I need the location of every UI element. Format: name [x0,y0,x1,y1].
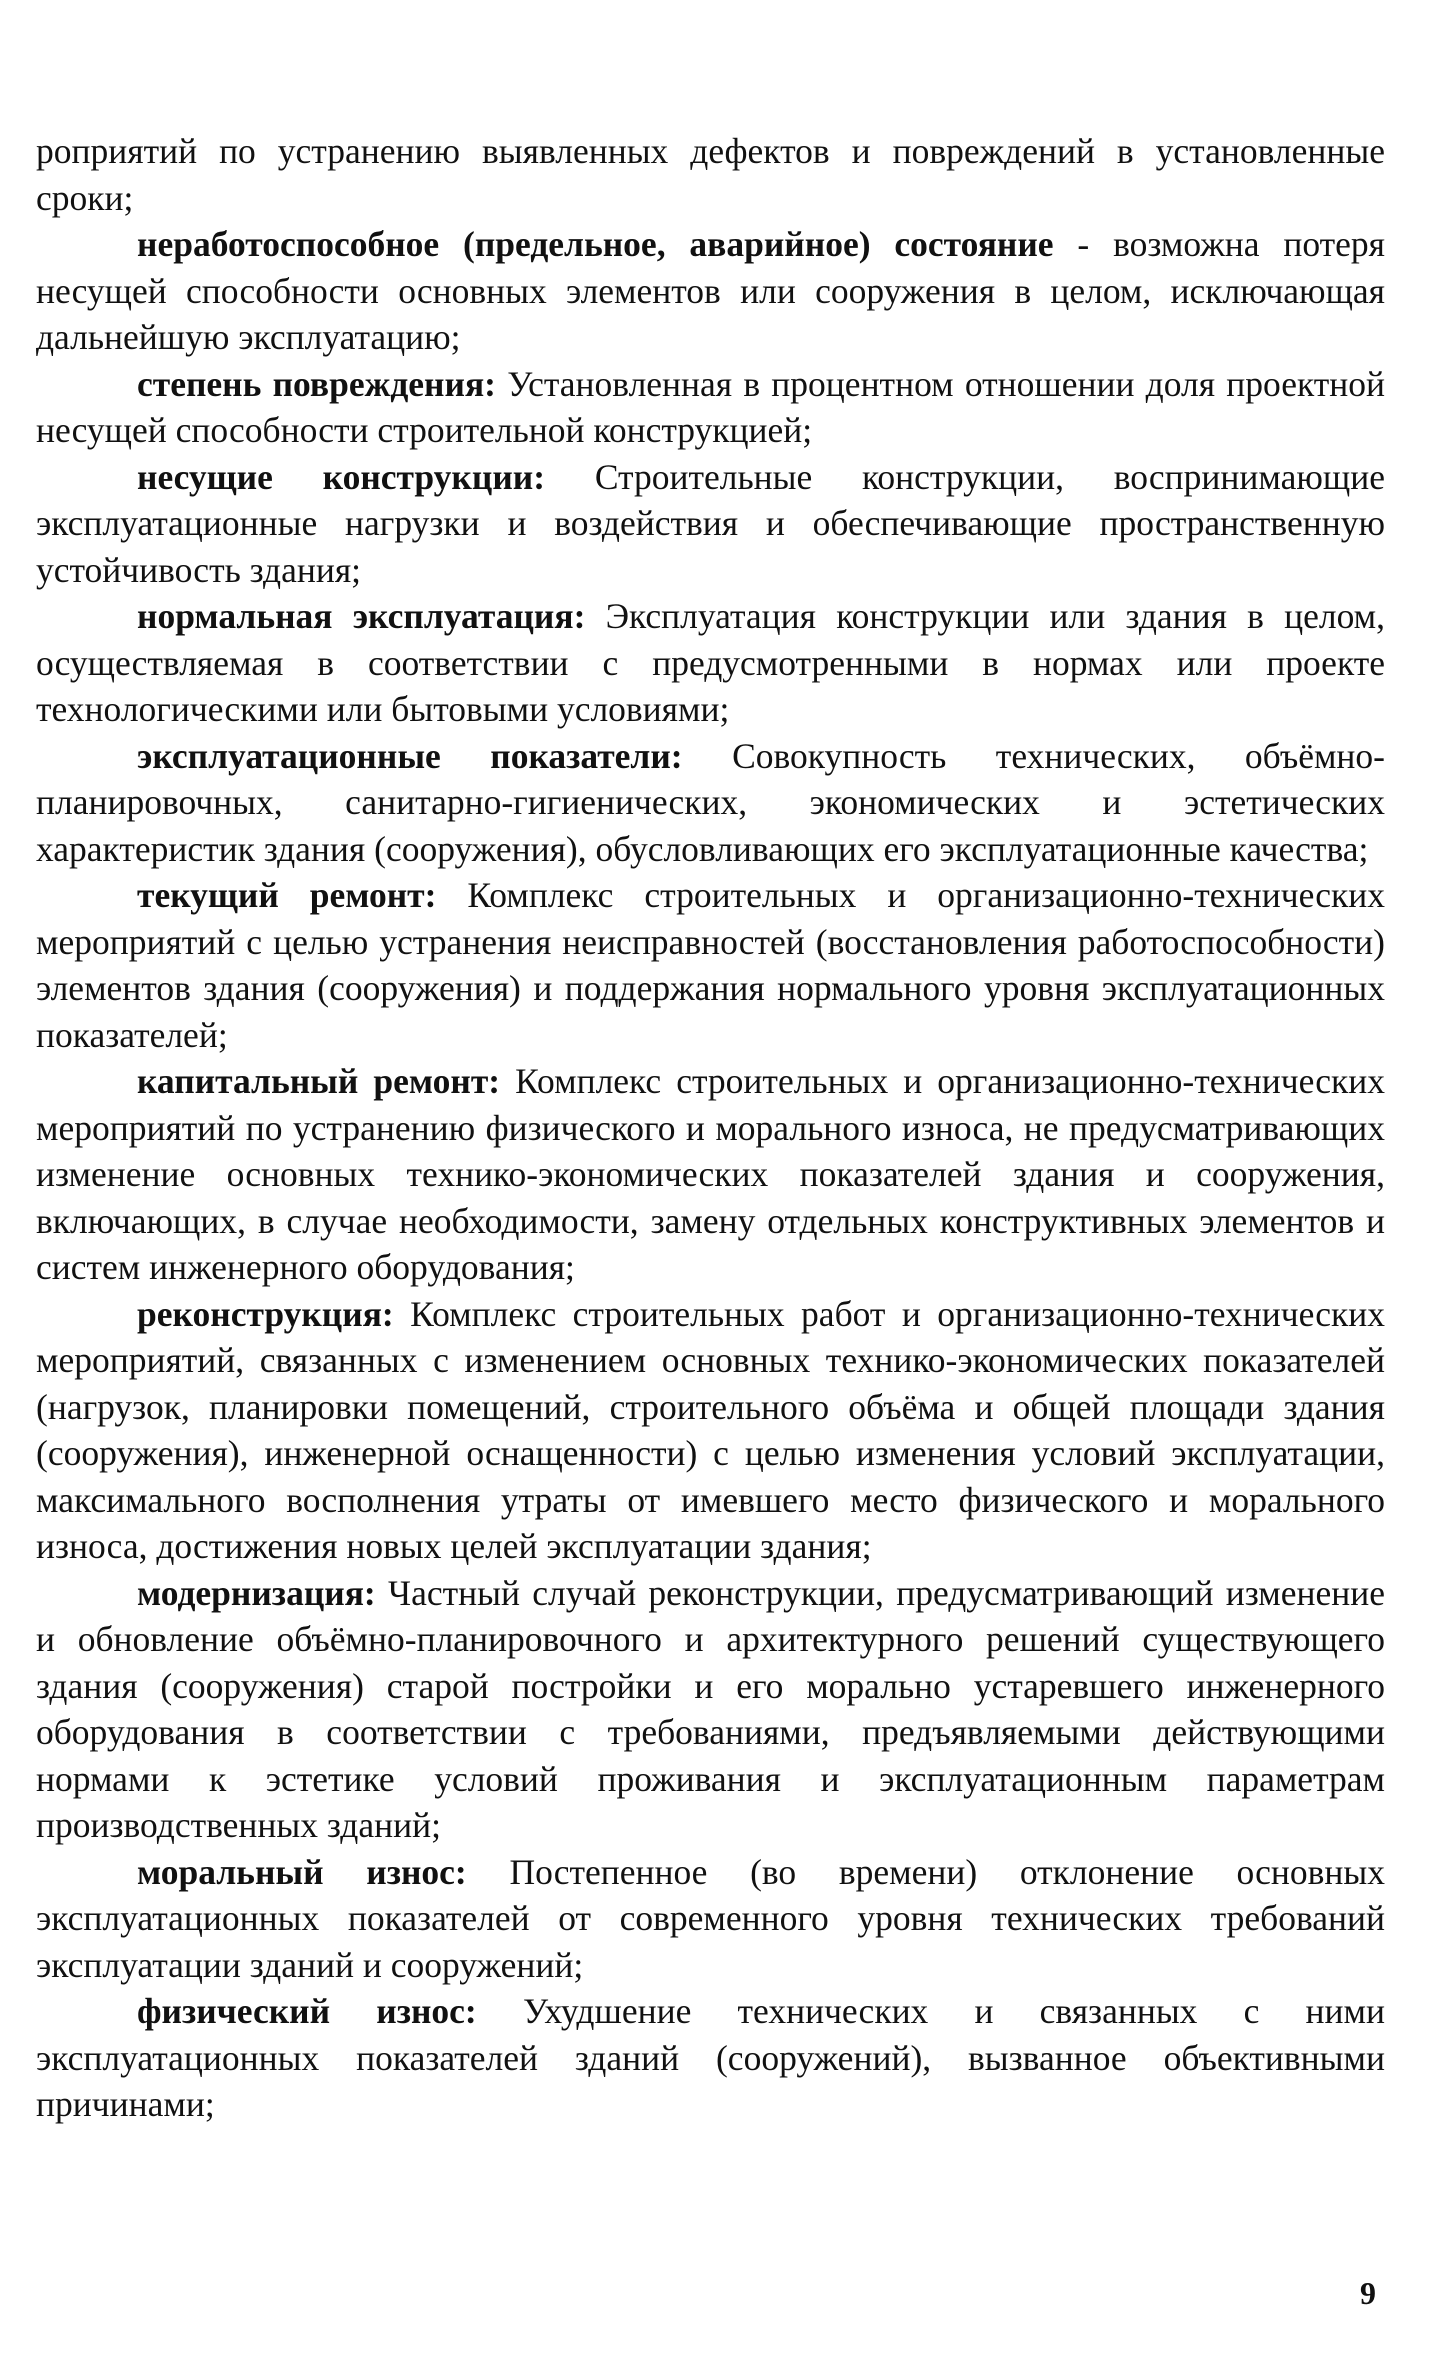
definition-moral-wear [36,1849,1385,1989]
definition-term: текущий ремонт: [137,875,437,915]
definition-separator [436,875,467,915]
definition-text: Эксплуатация конструкции или здания в целом, осуществляемая в соответствии с предусмотренными в нормах или проекте технологическими или бытовыми условиями; [36,596,1385,729]
definition-separator [545,457,595,497]
definition-term: неработоспособное (предельное, аварийное) состояние [137,224,1054,264]
definition-separator [376,1573,388,1613]
intro-text: роприятий по устранению выявленных дефектов и повреждений в установленные сроки; [36,131,1385,218]
definition-term: реконструкция: [137,1293,394,1334]
definition-separator [585,596,605,636]
definition-operational-indicators [36,733,1385,873]
definition-text: Совокупность технических, объёмно-планировочных, санитарно-гигиенических, экономических и эстетических характеристик здания (сооружения), обусловливающих его эксплуатационные качества; [36,735,1386,869]
definition-text: Частный случай реконструкции, предусматривающий изменение и обновление объёмно-планировочного и архитектурного решений существующего здания (сооружения) старой постройки и его морально устаревшего инженерного оборудования в соответствии с требованиями, предъявляемыми действующими нормами к эстетике условий проживания и эксплуатационным параметрам производственных зданий; [36,1572,1385,1845]
definition-text: Постепенное (во времени) отклонение основных эксплуатационных показателей от современного уровня технических требований эксплуатации зданий и сооружений; [36,1851,1386,1985]
definition-modernization [36,1570,1385,1849]
definition-separator: - [1053,224,1114,264]
definition-inoperable-state [36,221,1385,361]
definition-term: нормальная эксплуатация: [137,596,586,636]
definition-current-repair [36,872,1385,1058]
definition-physical-wear [36,1988,1385,2128]
definition-capital-repair [36,1058,1385,1291]
definition-load-bearing-structures [36,454,1385,594]
definition-term: степень повреждения: [137,363,496,404]
definition-text: Комплекс строительных работ и организационно-технических мероприятий, связанных с изменением основных технико-экономических показателей (нагрузок, планировки помещений, строительного объёма и общей площади здания (сооружения), инженерной оснащенности) с целью изменения условий эксплуатации, максимального восполнения утраты от имевшего место физического и морального износа, достижения новых целей эксплуатации здания; [36,1293,1385,1566]
definition-separator [477,1991,523,2031]
definition-term: модернизация: [137,1572,376,1613]
definition-term: капитальный ремонт: [137,1061,501,1101]
definition-normal-operation [36,593,1385,733]
definition-term: эксплуатационные показатели: [137,735,683,776]
definition-separator [467,1852,510,1892]
definition-reconstruction [36,1291,1385,1570]
definition-text: Ухудшение технических и связанных с ними эксплуатационных показателей зданий (сооружений), вызванное объективными причинами; [36,1991,1385,2124]
definition-separator [683,736,732,776]
definition-term: физический износ: [137,1991,477,2031]
definition-text: Комплекс строительных и организационно-технических мероприятий с целью устранения неисправностей (восстановления работоспособности) элементов здания (сооружения) и поддержания нормального уровня эксплуатационных показателей; [36,875,1386,1055]
definition-text: Комплекс строительных и организационно-технических мероприятий по устранению физического и морального износа, не предусматривающих изменение основных технико-экономических показателей здания и сооружения, включающих, в случае необходимости, замену отдельных конструктивных элементов и систем инженерного оборудования; [36,1061,1385,1287]
definition-damage-degree [36,361,1385,454]
page-number: 9 [1360,2275,1376,2311]
definition-text: Установленная в процентном отношении доля проектной несущей способности строительной конструкцией; [36,363,1385,450]
definition-term: моральный износ: [137,1851,467,1892]
intro-paragraph [36,128,1385,221]
definition-separator [394,1294,410,1334]
document-page [36,128,1385,2128]
definition-term: несущие конструкции: [137,456,546,497]
definition-text: возможна потеря несущей способности основных элементов или сооружения в целом, исключающая дальнейшую эксплуатацию; [36,224,1385,357]
definition-separator [500,1061,515,1101]
definition-separator [496,364,507,404]
definition-text: Строительные конструкции, воспринимающие эксплуатационные нагрузки и воздействия и обеспечивающие пространственную устойчивость здания; [36,456,1385,590]
